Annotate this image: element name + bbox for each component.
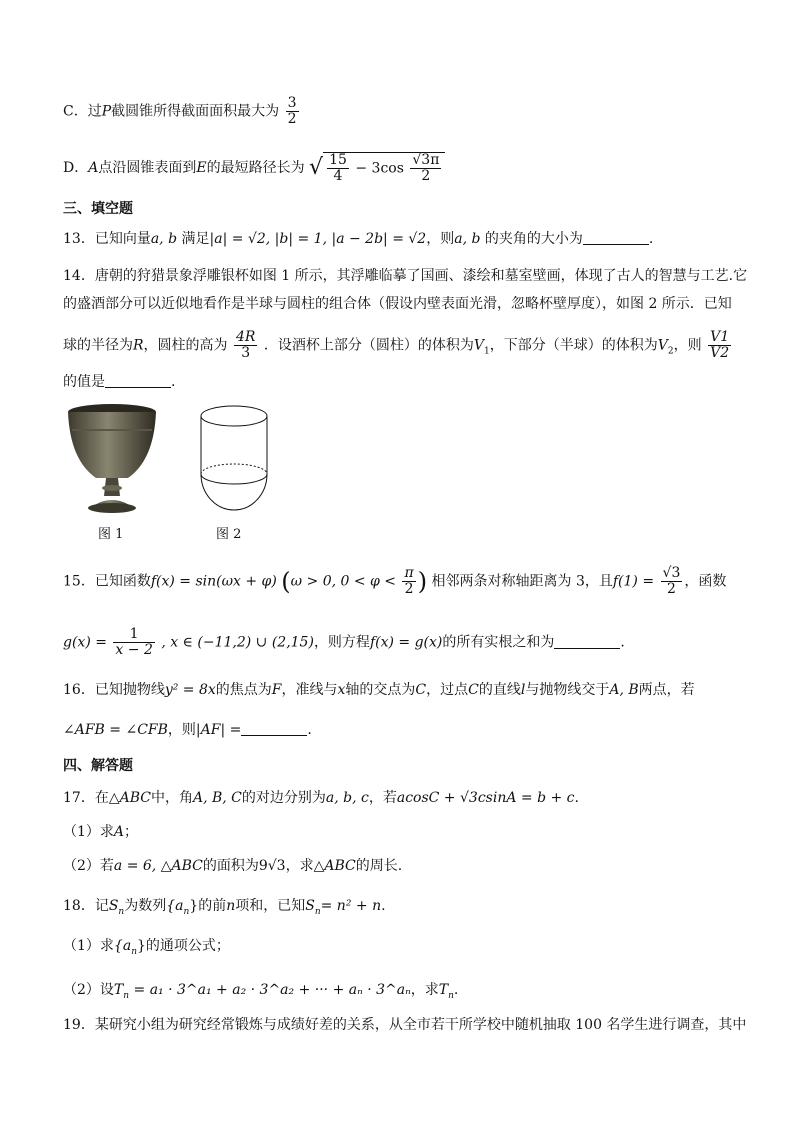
cylinder-hemisphere-diagram — [196, 400, 274, 518]
q16-line2: ∠AFB = ∠CFB，则|AF| = . — [63, 722, 312, 738]
q18-part2: （2）设$T_n = a_1$ · 3^a₁ + a₂ · 3^a₂ + ··· + aₙ · 3^aₙ，求$T_n$. — [63, 982, 459, 1001]
answer-blank[interactable] — [583, 230, 649, 245]
answer-blank[interactable] — [554, 634, 620, 649]
q13: 13．已知向量a, b 满足|a| = √2, |b| = 1, |a − 2b| = √2，则a, b 的夹角的大小为 . — [63, 231, 654, 247]
section-title-fill-blank: 三、填空题 — [63, 201, 133, 217]
q12-option-c: C．过P截圆锥所得截面面积最大为 $\frac{3}{2}$ — [63, 95, 297, 127]
q14-line3: 球的半径为R，圆柱的高为 $\frac{4R}{3}$ ．设酒杯上部分（圆柱）的体积为$V_1$，下部分（半球）的体积为$V_2$，则 $\frac{V1}{V2}$ — [63, 329, 730, 361]
q14-line1: 14．唐朝的狩猎景象浮雕银杯如图 1 所示，其浮雕临摹了国画、漆绘和墓室壁画，体现了古人的智慧与工艺.它 — [63, 268, 748, 284]
figure-2-caption: 图 2 — [216, 527, 242, 542]
q17-part1: （1）求A； — [63, 824, 139, 840]
silver-cup-image — [66, 400, 158, 518]
q15-line1: 15．已知函数f(x) = sin(ωx + φ) (ω > 0, 0 < φ < $\frac{\pi}{2}$ ) 相邻两条对称轴距离为 3，且f(1) = $\frac{√3}{2}$ ，函数 — [63, 565, 727, 597]
q17-line1: 17．在△ABC中，角A, B, C的对边分别为a, b, c，若acosC + √3csinA = b + c. — [63, 790, 579, 806]
q12-option-d: D．A点沿圆锥表面到E的最短路径长为 √ $\frac{15}{4}$ − 3cos $\frac{√3\pi}{2}$ — [63, 152, 445, 184]
q14-line2: 的盛酒部分可以近似地看作是半球与圆柱的组合体（假设内壁表面光滑，忽略杯壁厚度），如图 2 所示．已知 — [63, 296, 732, 312]
section-title-solve: 四、解答题 — [63, 758, 133, 774]
q17-part2: （2）若a = 6, △ABC的面积为9√3，求△ABC的周长. — [63, 858, 403, 874]
q16-line1: 16．已知抛物线y² = 8x的焦点为F，准线与x轴的交点为C，过点C的直线l与抛物线交于A, B两点，若 — [63, 682, 695, 698]
fraction: $\frac{3}{2}$ — [287, 95, 297, 127]
answer-blank[interactable] — [105, 373, 171, 388]
q18-line1: 18．记$S_n$为数列$\{a_n\}$的前n项和，已知$S_n= n^2 + n$. — [63, 898, 386, 917]
q19-line1: 19．某研究小组为研究经常锻炼与成绩好差的关系，从全市若干所学校中随机抽取 100 名学生进行调查，其中 — [63, 1017, 747, 1033]
q14-line4: 的值是 . — [63, 374, 176, 390]
q18-part1: （1）求$\{a_n\}$的通项公式； — [63, 938, 230, 957]
q15-line2: g(x) = $\frac{1}{x - 2}$ , x ∈ (−11,2) ∪ (2,15)，则方程f(x) = g(x)的所有实根之和为 . — [63, 626, 625, 658]
answer-blank[interactable] — [241, 721, 307, 736]
figure-1-caption: 图 1 — [98, 527, 124, 542]
